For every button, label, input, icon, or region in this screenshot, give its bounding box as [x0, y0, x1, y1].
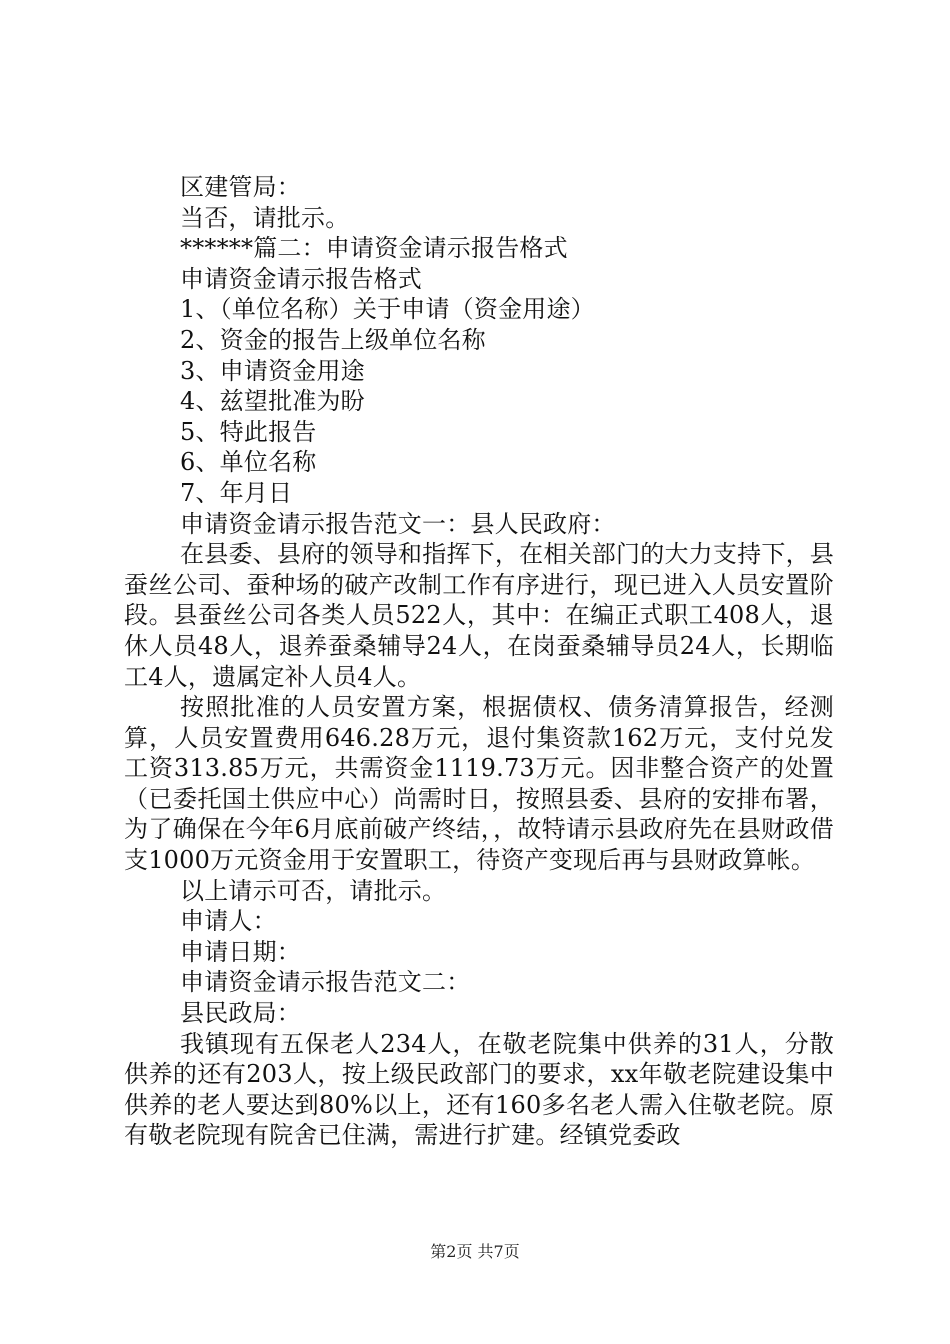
list-item: 1、（单位名称）关于申请（资金用途）: [180, 295, 595, 324]
page-footer: 第2页 共7页: [430, 1242, 520, 1261]
list-item: 6、单位名称: [180, 448, 317, 477]
list-item: 3、申请资金用途: [180, 356, 365, 385]
text-line: 申请资金请示报告范文二：: [180, 968, 471, 997]
list-item: 5、特此报告: [180, 417, 317, 446]
text-line: 当否，请批示。: [180, 203, 350, 232]
text-line: 申请资金请示报告范文一：县人民政府：: [180, 509, 616, 538]
list-item: 4、兹望批准为盼: [180, 387, 365, 416]
text-line: 申请资金请示报告格式: [180, 264, 422, 293]
text-line: 县民政局：: [180, 999, 301, 1028]
list-item: 2、资金的报告上级单位名称: [180, 325, 486, 354]
text-line: 区建管局：: [180, 173, 301, 201]
document-body: [124, 172, 834, 1151]
body-paragraph: 我镇现有五保老人234人，在敬老院集中供养的31人，分散供养的还有203人，按上级民政部门的要求，xx年敬老院建设集中供养的老人要达到80%以上，还有160多名老人需入住敬老院。原有敬老院现有院舍已住满，需进行扩建。经镇党委政: [124, 1029, 834, 1150]
section-heading: ******篇二：申请资金请示报告格式: [180, 234, 568, 263]
text-line: 申请日期：: [180, 937, 301, 966]
text-line: 申请人：: [180, 907, 277, 936]
list-item: 7、年月日: [180, 478, 293, 507]
text-line: 以上请示可否，请批示。: [180, 876, 447, 905]
body-paragraph: 在县委、县府的领导和指挥下，在相关部门的大力支持下，县蚕丝公司、蚕种场的破产改制工作有序进行，现已进入人员安置阶段。县蚕丝公司各类人员522人，其中：在编正式职工408人，退休人员48人，退养蚕桑辅导24人，在岗蚕桑辅导员24人，长期临工4人，遗属定补人员4人。: [124, 540, 834, 691]
body-paragraph: 按照批准的人员安置方案，根据债权、债务清算报告，经测算，人员安置费用646.28万元，退付集资款162万元，支付兑发工资313.85万元，共需资金1119.73万元。因非整合资产的处置（已委托国土供应中心）尚需时日，按照县委、县府的安排布署，为了确保在今年6月底前破产终结，，故特请示县政府先在县财政借支1000万元资金用于安置职工，待资产变现后再与县财政算帐。: [124, 693, 834, 875]
